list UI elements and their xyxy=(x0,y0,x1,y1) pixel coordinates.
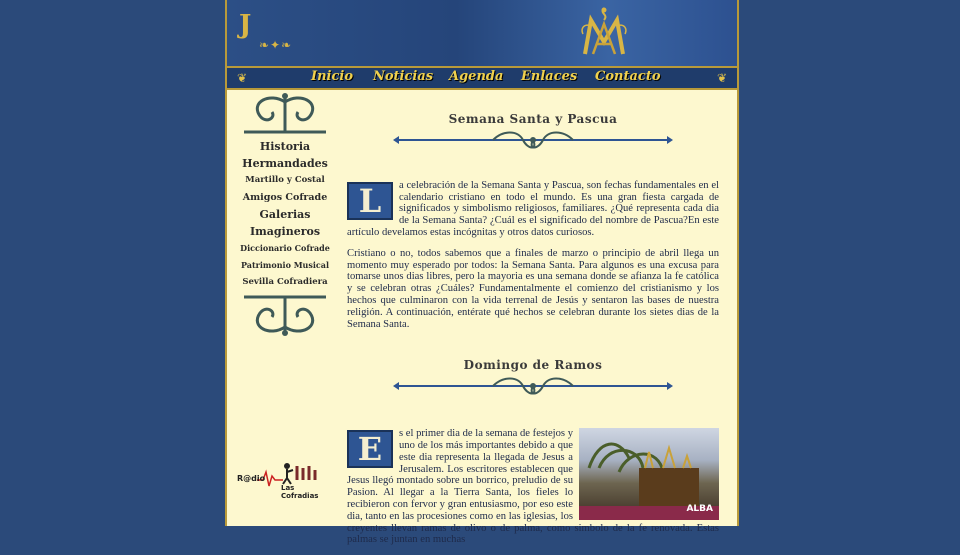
sidebar-item-patrimonio[interactable]: Patrimonio Musical xyxy=(240,260,330,270)
header-ornament: ❧✦❧ xyxy=(259,38,293,52)
nav-inicio[interactable]: Inicio xyxy=(311,69,353,84)
dropcap-l: L xyxy=(347,182,393,220)
sidebar-item-martillo-costal[interactable]: Martillo y Costal xyxy=(245,175,325,185)
page-container xyxy=(225,0,739,546)
nav-enlaces[interactable]: Enlaces xyxy=(521,69,578,84)
domingo-paragraph: E s el primer dia de la semana de festejos y uno de los más importantes debido a que este dia representa la llegada de Jesus a Jerusalem. Los escritores establecen que Jesus llegó montado sobre un borrico, preludio de su Pasion. Al llegar a la Tierra Santa, los fieles lo recibieron con fervor y gran entusiasmo, por eso este dia, tanto en las procesiones como en las iglesias, los creyentes llevan ramas de olivo o de palma, como simbolo de la fe renovada. Estas palmas se juntan en muchas xyxy=(347,428,719,546)
sidebar-item-sevilla[interactable]: Sevilla Cofradiera xyxy=(242,277,328,287)
intro-paragraph: L a celebración de la Semana Santa y Pascua, son fechas fundamentales en el calendario cristiano en todo el mundo. Es una gran fiesta cargada de significados y simbolismo religiosos, familiares. ¿Qué representa cada dia de la Semana Santa? ¿Cuál es el significado del nombre de Pascua?En este artículo develamos estas incógnitas y otros datos curiosos. xyxy=(347,179,719,238)
sidebar-item-imagineros[interactable]: Imagineros xyxy=(249,225,321,238)
body-paragraph: Cristiano o no, todos sabemos que a finales de marzo o principio de abril llega un momento muy esperado por todos: la Semana Santa. Para algunos es una excusa para tomarse unos dias libres, pero la mayoria es una semana donde se afianza la fe católica y se celebran otras ¿Cuáles? Fundamentalmente el comienzo del cristianismo y los hechos que culminaron con la vida terrenal de Jesús y sentaron las bases de nuestra religión. A continuación, entérate qué hechos se celebran durante los sietes dias de la Semana Santa. xyxy=(347,247,719,330)
nav-left-ornament-icon: ❦ xyxy=(236,71,248,85)
section-title-domingo-ramos: Domingo de Ramos xyxy=(463,358,603,373)
title-divider-icon xyxy=(393,376,673,396)
sidebar-item-diccionario[interactable]: Diccionario Cofrade xyxy=(240,243,330,253)
main-content xyxy=(347,100,719,555)
site-logo[interactable]: J xyxy=(239,10,252,40)
sidebar-item-historia[interactable]: Historia xyxy=(259,140,311,153)
nav-agenda[interactable]: Agenda xyxy=(449,69,504,84)
procession-photo[interactable] xyxy=(579,428,719,520)
sidebar-item-hermandades[interactable]: Hermandades xyxy=(242,157,328,170)
nav-contacto[interactable]: Contacto xyxy=(595,69,661,84)
marian-monogram-icon xyxy=(579,6,629,60)
sidebar-item-galerias[interactable]: Galerias xyxy=(259,208,311,221)
section-title-semana-santa: Semana Santa y Pascua xyxy=(448,112,618,126)
main-nav xyxy=(227,66,737,90)
sidebar-bottom-ornament-icon xyxy=(240,295,330,337)
sidebar-item-amigos-cofrade[interactable]: Amigos Cofrade xyxy=(242,192,328,203)
site-header xyxy=(227,0,737,66)
radio-sublabel: Las Cofradias xyxy=(281,484,319,500)
radio-label: R@dio xyxy=(237,474,266,483)
nav-right-ornament-icon: ❦ xyxy=(716,71,728,85)
sidebar-top-ornament-icon xyxy=(240,92,330,134)
radio-banner[interactable] xyxy=(231,458,331,500)
dropcap-e: E xyxy=(347,430,393,468)
sidebar xyxy=(235,92,335,337)
photo-watermark: ALBA xyxy=(686,504,713,515)
title-divider-icon xyxy=(393,130,673,150)
nav-noticias[interactable]: Noticias xyxy=(373,69,434,84)
sidebar-menu xyxy=(235,138,335,291)
